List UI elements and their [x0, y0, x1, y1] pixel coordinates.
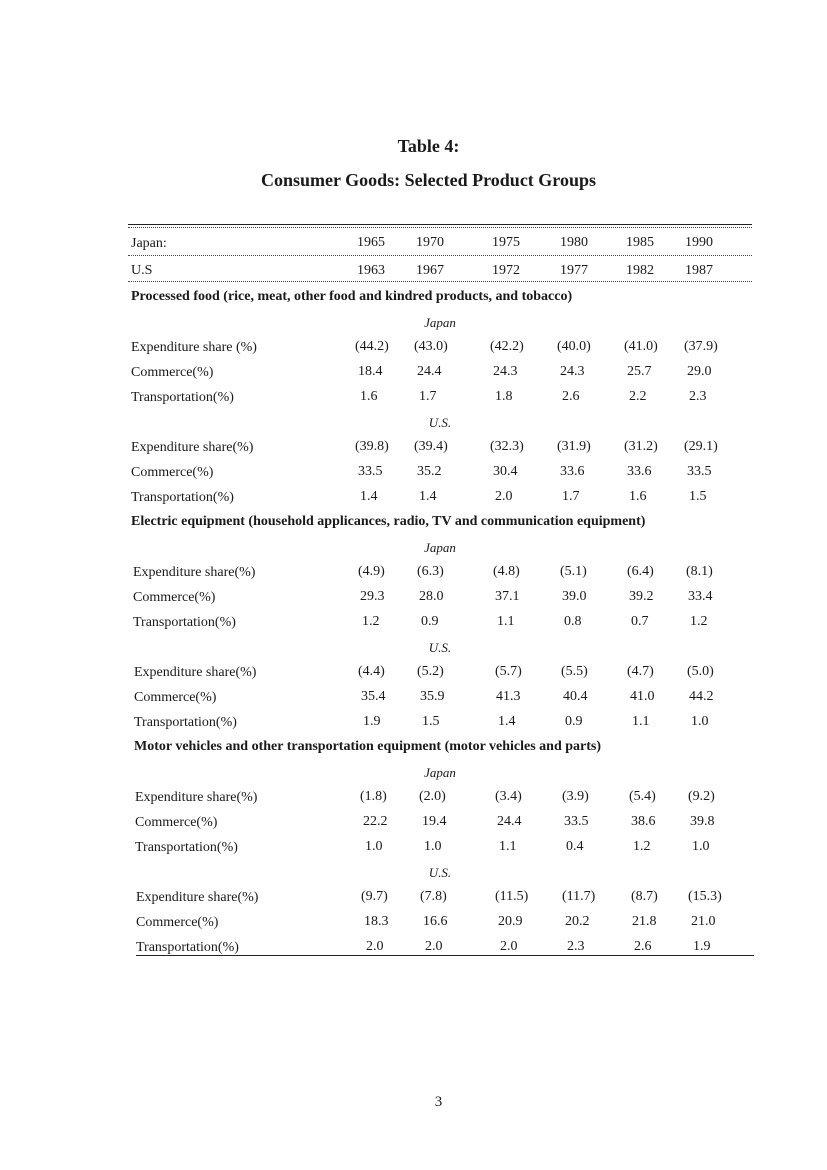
table-cell: (11.5) — [495, 889, 529, 904]
table-cell: 21.0 — [691, 914, 716, 929]
header-year: 1972 — [492, 263, 520, 278]
table-cell: 1.5 — [689, 489, 707, 504]
table-cell: 1.9 — [693, 939, 711, 954]
table-cell: 24.4 — [497, 814, 522, 829]
table-cell: 1.7 — [562, 489, 580, 504]
table-cell: 1.2 — [362, 614, 380, 629]
table-cell: 2.0 — [500, 939, 518, 954]
table-cell: 33.6 — [560, 464, 585, 479]
table-cell: (44.2) — [355, 339, 389, 354]
table-cell: 33.6 — [627, 464, 652, 479]
table-cell: 1.6 — [629, 489, 647, 504]
row-label: Transportation(%) — [131, 390, 234, 405]
table-cell: 1.7 — [419, 389, 437, 404]
table-cell: (9.7) — [361, 889, 388, 904]
table-cell: 39.0 — [562, 589, 587, 604]
table-cell: 1.4 — [419, 489, 437, 504]
table-cell: 24.3 — [493, 364, 518, 379]
row-label: Commerce(%) — [131, 365, 214, 380]
header-year: 1980 — [560, 235, 588, 250]
table-cell: 38.6 — [631, 814, 656, 829]
row-label: Expenditure share(%) — [134, 665, 257, 680]
table-cell: 1.0 — [365, 839, 383, 854]
table-cell: 2.0 — [425, 939, 443, 954]
table-cell: 18.4 — [358, 364, 383, 379]
table-cell: 33.4 — [688, 589, 713, 604]
table-cell: 1.4 — [360, 489, 378, 504]
table-cell: 1.2 — [633, 839, 651, 854]
row-label: Commerce(%) — [133, 590, 216, 605]
table-cell: (6.3) — [417, 564, 444, 579]
table-cell: (11.7) — [562, 889, 596, 904]
table-cell: 35.4 — [361, 689, 386, 704]
table-cell: 41.0 — [630, 689, 655, 704]
country-subheading: U.S. — [428, 865, 452, 880]
table-cell: (5.4) — [629, 789, 656, 804]
table-cell: 2.6 — [634, 939, 652, 954]
table-cell: 25.7 — [627, 364, 652, 379]
header-year: 1985 — [626, 235, 654, 250]
country-subheading: Japan — [424, 315, 456, 330]
table-cell: 16.6 — [423, 914, 448, 929]
table-cell: 2.0 — [495, 489, 513, 504]
table-cell: (39.8) — [355, 439, 389, 454]
table-cell: (2.0) — [419, 789, 446, 804]
table-cell: 2.6 — [562, 389, 580, 404]
table-cell: 35.9 — [420, 689, 445, 704]
header-separator — [128, 255, 752, 256]
table-cell: 1.2 — [690, 614, 708, 629]
table-cell: 0.4 — [566, 839, 584, 854]
table-cell: (6.4) — [627, 564, 654, 579]
header-year: 1982 — [626, 263, 654, 278]
header-year: 1977 — [560, 263, 588, 278]
page-number: 3 — [434, 1094, 443, 1110]
table-cell: 24.3 — [560, 364, 585, 379]
country-subheading: U.S. — [428, 415, 452, 430]
table-cell: 21.8 — [632, 914, 657, 929]
row-label: Expenditure share (%) — [131, 340, 257, 355]
table-cell: (3.4) — [495, 789, 522, 804]
table-cell: 0.7 — [631, 614, 649, 629]
table-cell: 0.9 — [421, 614, 439, 629]
table-cell: (8.1) — [686, 564, 713, 579]
section-title: Processed food (rice, meat, other food and kindred products, and tobacco) — [131, 289, 573, 304]
table-cell: (4.4) — [358, 664, 385, 679]
table-cell: (5.5) — [561, 664, 588, 679]
table-cell: 33.5 — [564, 814, 589, 829]
table-cell: 30.4 — [493, 464, 518, 479]
row-label: Transportation(%) — [135, 840, 238, 855]
table-bottom-rule — [136, 955, 754, 956]
table-cell: (5.0) — [687, 664, 714, 679]
row-label: Commerce(%) — [135, 815, 218, 830]
table-cell: 33.5 — [687, 464, 712, 479]
table-cell: (37.9) — [684, 339, 718, 354]
header-year: 1967 — [416, 263, 444, 278]
country-subheading: U.S. — [428, 640, 452, 655]
table-cell: 0.8 — [564, 614, 582, 629]
table-cell: (7.8) — [420, 889, 447, 904]
row-label: Expenditure share(%) — [133, 565, 256, 580]
table-cell: (5.7) — [495, 664, 522, 679]
table-cell: 1.8 — [495, 389, 513, 404]
table-cell: 1.0 — [691, 714, 709, 729]
table-title: Table 4: — [397, 136, 460, 156]
table-top-rule — [128, 224, 752, 225]
table-cell: 1.0 — [424, 839, 442, 854]
table-cell: 1.0 — [692, 839, 710, 854]
table-cell: 22.2 — [363, 814, 388, 829]
table-cell: (31.9) — [557, 439, 591, 454]
header-year: 1987 — [685, 263, 713, 278]
country-subheading: Japan — [424, 765, 456, 780]
row-label: Transportation(%) — [136, 940, 239, 955]
table-cell: 20.9 — [498, 914, 523, 929]
row-label: Expenditure share(%) — [131, 440, 254, 455]
row-label: Expenditure share(%) — [136, 890, 259, 905]
table-cell: 37.1 — [495, 589, 520, 604]
row-label: Transportation(%) — [133, 615, 236, 630]
table-cell: 18.3 — [364, 914, 389, 929]
table-cell: (3.9) — [562, 789, 589, 804]
table-cell: (1.8) — [360, 789, 387, 804]
table-cell: 41.3 — [496, 689, 521, 704]
table-cell: (31.2) — [624, 439, 658, 454]
header-year: 1970 — [416, 235, 444, 250]
table-cell: 0.9 — [565, 714, 583, 729]
table-cell: (40.0) — [557, 339, 591, 354]
row-label: Transportation(%) — [134, 715, 237, 730]
header-year: 1990 — [685, 235, 713, 250]
table-cell: 1.9 — [363, 714, 381, 729]
table-cell: (39.4) — [414, 439, 448, 454]
table-cell: (29.1) — [684, 439, 718, 454]
table-cell: 24.4 — [417, 364, 442, 379]
table-cell: (43.0) — [414, 339, 448, 354]
header-label-japan: Japan: — [131, 236, 167, 251]
table-cell: (8.7) — [631, 889, 658, 904]
header-label-us: U.S — [131, 263, 153, 278]
country-subheading: Japan — [424, 540, 456, 555]
table-cell: 44.2 — [689, 689, 714, 704]
table-top-rule-dotted — [128, 227, 752, 228]
table-subtitle: Consumer Goods: Selected Product Groups — [260, 170, 596, 190]
table-cell: 1.1 — [632, 714, 650, 729]
table-cell: 33.5 — [358, 464, 383, 479]
table-cell: 39.8 — [690, 814, 715, 829]
table-cell: 29.3 — [360, 589, 385, 604]
row-label: Expenditure share(%) — [135, 790, 258, 805]
row-label: Commerce(%) — [131, 465, 214, 480]
table-cell: (4.7) — [627, 664, 654, 679]
table-cell: 39.2 — [629, 589, 654, 604]
table-cell: 35.2 — [417, 464, 442, 479]
row-label: Commerce(%) — [134, 690, 217, 705]
table-cell: 1.4 — [498, 714, 516, 729]
table-cell: (32.3) — [490, 439, 524, 454]
table-cell: 29.0 — [687, 364, 712, 379]
table-cell: (15.3) — [688, 889, 722, 904]
table-cell: (9.2) — [688, 789, 715, 804]
table-cell: 2.0 — [366, 939, 384, 954]
header-year: 1965 — [357, 235, 385, 250]
header-bottom-rule — [128, 281, 752, 282]
table-cell: (41.0) — [624, 339, 658, 354]
section-title: Electric equipment (household applicances, radio, TV and communication equipment) — [131, 514, 646, 529]
table-cell: 19.4 — [422, 814, 447, 829]
table-cell: 2.3 — [567, 939, 585, 954]
table-cell: 28.0 — [419, 589, 444, 604]
header-year: 1975 — [492, 235, 520, 250]
section-title: Motor vehicles and other transportation equipment (motor vehicles and parts) — [134, 739, 602, 754]
table-cell: 1.6 — [360, 389, 378, 404]
row-label: Commerce(%) — [136, 915, 219, 930]
table-cell: 40.4 — [563, 689, 588, 704]
table-cell: 1.1 — [497, 614, 515, 629]
table-cell: 2.3 — [689, 389, 707, 404]
table-cell: (4.8) — [493, 564, 520, 579]
table-cell: 2.2 — [629, 389, 647, 404]
table-cell: 1.5 — [422, 714, 440, 729]
row-label: Transportation(%) — [131, 490, 234, 505]
header-year: 1963 — [357, 263, 385, 278]
table-cell: 20.2 — [565, 914, 590, 929]
table-cell: (5.2) — [417, 664, 444, 679]
table-cell: 1.1 — [499, 839, 517, 854]
table-cell: (5.1) — [560, 564, 587, 579]
table-cell: (4.9) — [358, 564, 385, 579]
table-cell: (42.2) — [490, 339, 524, 354]
